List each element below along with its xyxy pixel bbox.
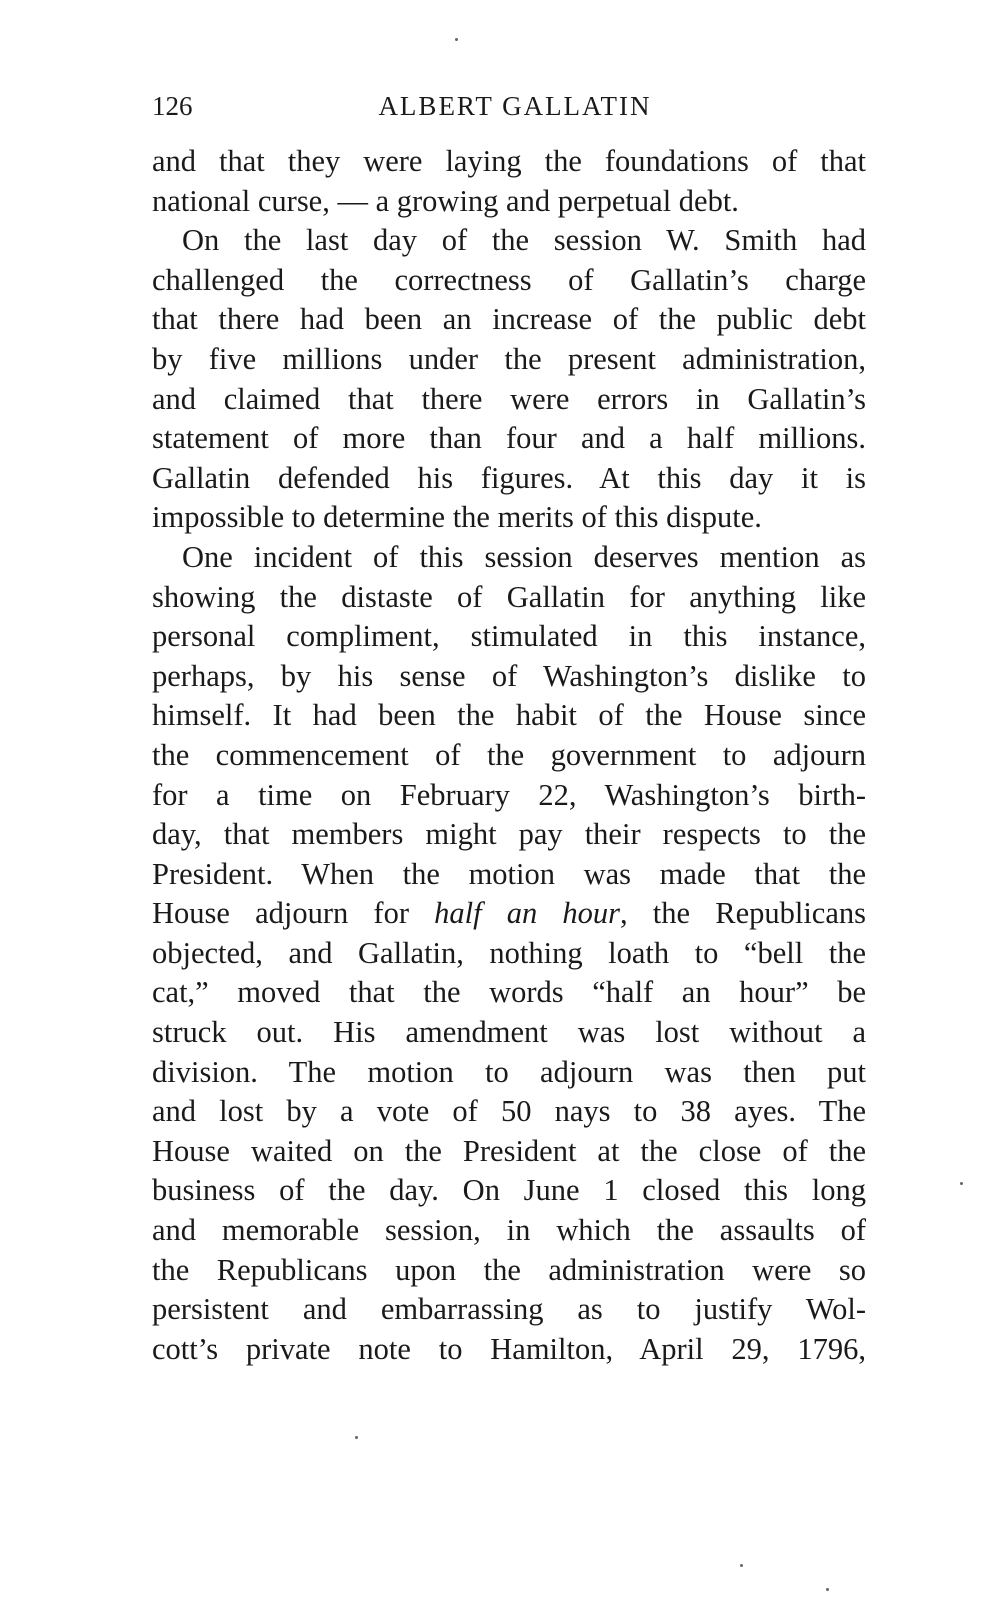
text-line: that there had been an increase of the public debt [152,302,866,337]
text-line: business of the day. On June 1 closed this long [152,1173,866,1208]
page-number: 126 [152,91,193,121]
text-line: objected, and Gallatin, nothing loath to “bell the [152,935,866,970]
line-segment: House adjourn for [152,896,435,931]
text-line: the commencement of the government to adjourn [152,737,866,772]
text-line: national curse, — a growing and perpetual debt. [152,183,739,218]
text-line: cott’s private note to Hamilton, April 29, 1796, [152,1331,866,1366]
text-line: perhaps, by his sense of Washington’s dislike to [152,658,866,693]
text-line: struck out. His amendment was lost without a [152,1015,866,1050]
italic-phrase: half an hour [434,896,621,931]
paragraph-start-line: One incident of this session deserves mention as [182,539,866,574]
text-line: President. When the motion was made that the [152,856,866,891]
text-line: day, that members might pay their respects to the [152,817,866,852]
text-line: House waited on the President at the close of the [152,1133,866,1168]
text-line: statement of more than four and a half millions. [152,421,866,456]
text-line: division. The motion to adjourn was then put [152,1054,866,1089]
text-line: personal compliment, stimulated in this instance, [152,619,866,654]
scan-speck [355,1436,358,1439]
text-line: and claimed that there were errors in Gallatin’s [152,381,866,416]
text-line: and that they were laying the foundations of that [152,144,866,178]
text-line-with-italic [152,894,866,934]
body-text [152,142,866,1369]
text-line: Gallatin defended his figures. At this day it is [152,460,866,495]
running-head [152,86,866,126]
scan-speck [455,38,458,41]
scan-speck [740,1564,743,1567]
text-line: by five millions under the present administration, [152,341,866,376]
text-line: the Republicans upon the administration were so [152,1252,866,1287]
scan-speck [826,1588,829,1591]
text-line: cat,” moved that the words “half an hour” be [152,975,866,1010]
text-line: himself. It had been the habit of the House since [152,698,866,733]
text-line: and memorable session, in which the assaults of [152,1213,866,1248]
text-line: for a time on February 22, Washington’s birth- [152,777,866,812]
text-line: and lost by a vote of 50 nays to 38 ayes. The [152,1094,866,1129]
paragraph-start-line: On the last day of the session W. Smith had [182,223,866,258]
running-title: ALBERT GALLATIN [378,91,652,121]
text-line: showing the distaste of Gallatin for anything like [152,579,866,614]
scan-speck [960,1182,963,1185]
line-segment: , the Republicans [620,896,866,931]
text-line: challenged the correctness of Gallatin’s charge [152,262,866,297]
text-line: persistent and embarrassing as to justify Wol- [152,1292,866,1327]
text-line: impossible to determine the merits of this dispute. [152,500,762,535]
